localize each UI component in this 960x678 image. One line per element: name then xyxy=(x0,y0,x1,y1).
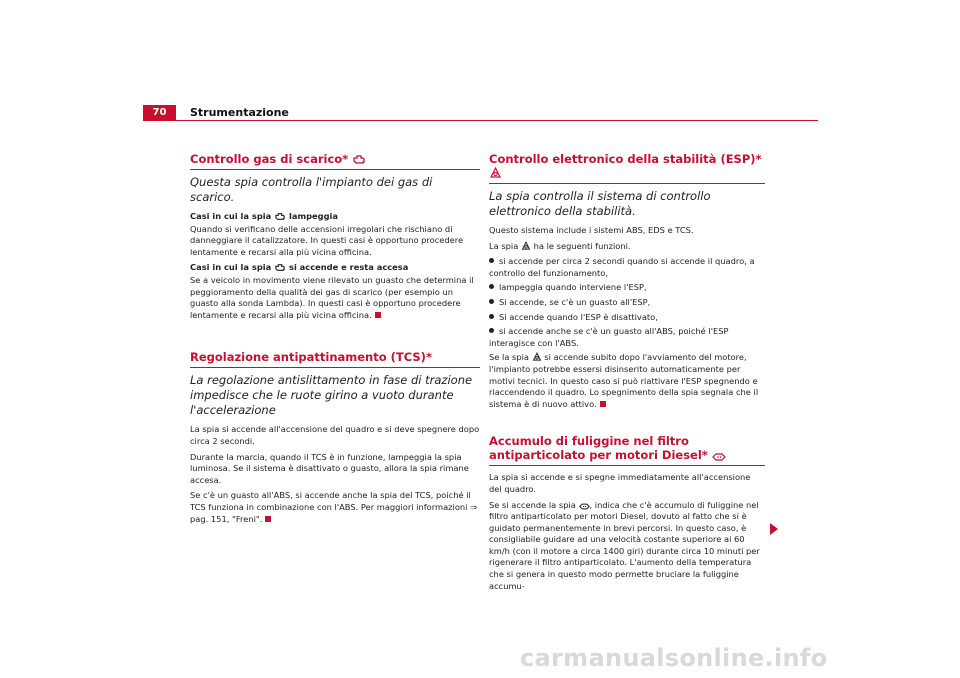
section-subtitle-tcs: La regolazione antislittamento in fase di trazione impedisce che le ruote girino a vuoto durante l'accelerazione xyxy=(190,373,473,418)
section-subtitle-exhaust: Questa spia controlla l'impianto dei gas di scarico. xyxy=(190,175,433,204)
section-heading-dpf: Accumulo di fuliggine nel filtro antiparticolato per motori Diesel* xyxy=(489,434,765,466)
section-heading-tcs: Regolazione antipattinamento (TCS)* xyxy=(190,350,480,368)
list-item: si accende per circa 2 secondi quando si accende il quadro, a controllo del funzionamento, xyxy=(489,256,755,278)
bullet-icon xyxy=(489,299,494,304)
paragraph: La spia si accende all'accensione del quadro e si deve spegnere dopo circa 2 secondi. xyxy=(190,424,480,446)
list-item: si accende anche se c'è un guasto all'ABS, poiché l'ESP interagisce con l'ABS. xyxy=(489,326,729,348)
paragraph: Se si accende la spia , indica che c'è accumulo di fuliggine nel filtro antiparticolato per motori Diesel, dovuto al fatto che si è guidato permanentemente in brevi percorsi. In questo caso, è consigliabile guidare ad una velocità costante superiore ai 60 km/h (con il motore a circa 1400 giri) durante circa 10 minuti per rigenerare il filtro antiparticolato. L'aumento della temperatura che si genera in questo modo permette bruciare la fuliggine accumu- xyxy=(489,499,760,591)
diesel-particulate-filter-icon xyxy=(712,453,726,461)
paragraph: Quando si verificano delle accensioni irregolari che rischiano di danneggiare il catalizzatore. In questi casi è opportuno procedere lentamente e recarsi alla più vicina officina. xyxy=(190,223,464,257)
left-column xyxy=(190,152,480,529)
list-item: lampeggia quando interviene l'ESP, xyxy=(489,282,765,294)
paragraph: Se c'è un guasto all'ABS, si accende anche la spia del TCS, poiché il TCS funziona in combinazione con l'ABS. Per maggiori informazioni ⇒ pag. 151, "Freni". xyxy=(190,490,478,524)
esp-warning-icon xyxy=(532,352,542,362)
paragraph: La spia ha le seguenti funzioni. xyxy=(489,240,631,251)
paragraph: Durante la marcia, quando il TCS è in funzione, lampeggia la spia luminosa. Se il sistema è disattivato o guasto, allora la spia rimane accesa. xyxy=(190,451,469,485)
page-title: Strumentazione xyxy=(190,106,289,119)
esp-warning-icon xyxy=(489,167,502,179)
watermark: carmanualsonline.info xyxy=(520,644,828,672)
section-heading-exhaust: Controllo gas di scarico* xyxy=(190,152,480,170)
esp-warning-icon xyxy=(521,241,531,251)
end-of-section-mark xyxy=(600,401,606,407)
right-column xyxy=(489,152,765,596)
paragraph: Se a veicolo in movimento viene rilevato un guasto che determina il peggioramento della qualità dei gas di scarico (per esempio un guasto alla sonda Lambda). In questi casi è opportuno procedere lentamente e recarsi alla più vicina officina. xyxy=(190,274,474,320)
bullet-icon xyxy=(489,284,494,289)
header-rule xyxy=(176,120,818,121)
label-steady: Casi in cui la spia si accende e resta accesa xyxy=(190,262,409,273)
paragraph: La spia si accende e si spegne immediatamente all'accensione del quadro. xyxy=(489,472,751,494)
bullet-icon xyxy=(489,258,494,263)
bullet-icon xyxy=(489,328,494,333)
paragraph: Questo sistema include i sistemi ABS, EDS e TCS. xyxy=(489,225,694,235)
engine-warning-icon xyxy=(352,154,366,165)
continue-arrow-icon xyxy=(770,523,778,535)
page-number: 70 xyxy=(143,105,176,121)
paragraph: Se la spia si accende subito dopo l'avviamento del motore, l'impianto potrebbe essersi disinserito automaticamente per motivi tecnici. In questo caso si può riattivare l'ESP spegnendo e riaccendendo il quadro. Lo spegnimento della spia segnala che il sistema è di nuovo attivo. xyxy=(489,352,759,409)
section-heading-esp: Controllo elettronico della stabilità (ESP)* xyxy=(489,152,765,184)
list-item: Si accende quando l'ESP è disattivato, xyxy=(489,312,765,324)
section-subtitle-esp: La spia controlla il sistema di controllo elettronico della stabilità. xyxy=(489,189,711,218)
bullet-icon xyxy=(489,314,494,319)
list-item: Si accende, se c'è un guasto all'ESP, xyxy=(489,297,765,309)
engine-warning-icon xyxy=(274,263,286,272)
engine-warning-icon xyxy=(274,212,286,221)
end-of-section-mark xyxy=(265,516,271,522)
diesel-particulate-filter-icon xyxy=(579,503,590,510)
label-flashing: Casi in cui la spia lampeggia xyxy=(190,211,338,221)
end-of-section-mark xyxy=(375,312,381,318)
